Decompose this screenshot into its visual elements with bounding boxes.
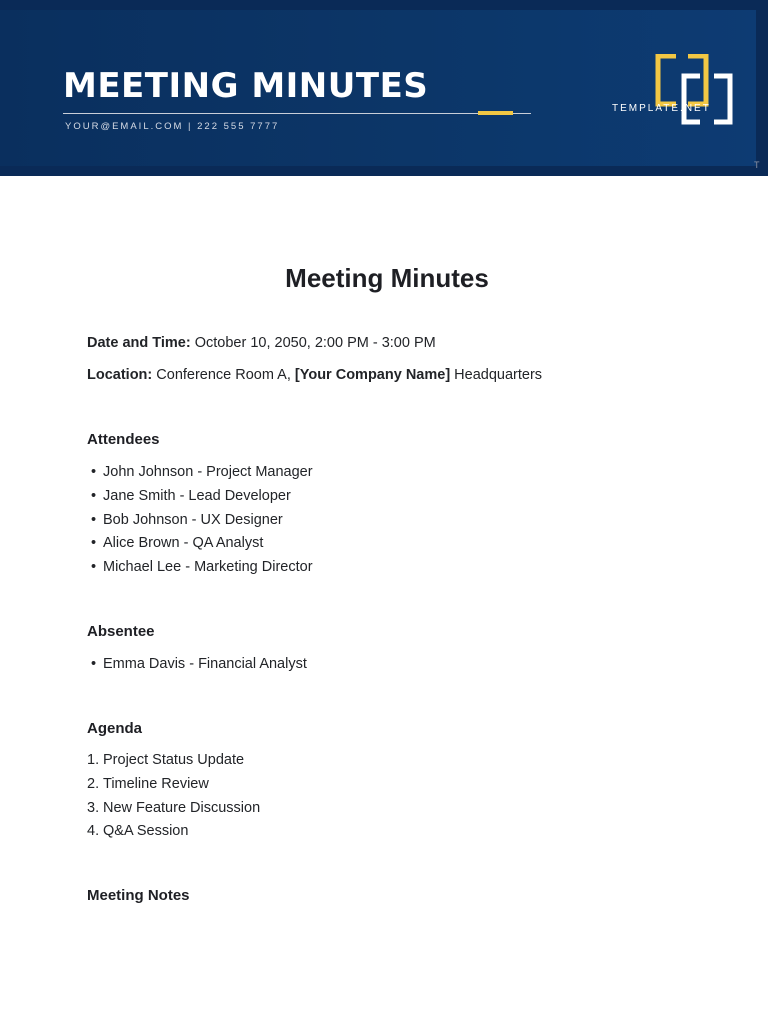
bullet-icon: • <box>91 487 97 504</box>
agenda-list <box>87 749 260 844</box>
bullet-icon: • <box>91 535 97 552</box>
logo-text: TEMPLATE.NET <box>612 103 711 114</box>
location-suffix: Headquarters <box>450 367 543 383</box>
bullet-icon: • <box>91 464 97 480</box>
attendee-name: Michael Lee - Marketing Director <box>103 559 313 576</box>
template-logo-icon <box>654 54 734 126</box>
corner-mark: T <box>754 160 760 170</box>
list-item <box>87 485 313 509</box>
attendee-name: Jane Smith - Lead Developer <box>103 487 291 504</box>
location-label: Location: <box>87 367 153 383</box>
agenda-heading: Agenda <box>87 720 143 737</box>
absentee-name: Emma Davis - Financial Analyst <box>103 656 307 672</box>
header-divider <box>63 113 531 114</box>
date-time-value: October 10, 2050, 2:00 PM - 3:00 PM <box>190 335 436 351</box>
location-value: Conference Room A, <box>152 367 295 383</box>
date-time-label: Date and Time: <box>87 335 191 351</box>
agenda-item: Timeline Review <box>103 775 209 792</box>
list-item <box>87 797 260 821</box>
absentee-heading: Absentee <box>87 623 155 640</box>
bullet-icon: • <box>91 559 97 576</box>
meeting-notes-heading: Meeting Notes <box>87 887 190 904</box>
list-item <box>87 556 313 580</box>
company-name-placeholder: [Your Company Name] <box>294 367 451 383</box>
list-item <box>87 461 313 485</box>
absentee-list <box>87 653 307 677</box>
header-title: MEETING MINUTES <box>63 66 429 106</box>
list-item <box>87 653 307 677</box>
attendees-list <box>87 461 313 580</box>
attendees-heading: Attendees <box>87 431 160 448</box>
list-item <box>87 820 260 844</box>
list-number: 1. <box>87 752 100 768</box>
list-number: 3. <box>87 799 100 816</box>
list-item <box>87 509 313 533</box>
agenda-item: New Feature Discussion <box>103 799 261 816</box>
list-number: 2. <box>87 775 100 792</box>
header-divider-accent <box>478 111 513 115</box>
list-item <box>87 749 260 773</box>
attendee-name: Bob Johnson - UX Designer <box>103 511 283 528</box>
header-contact: YOUR@EMAIL.COM | 222 555 7777 <box>65 121 280 132</box>
attendee-name: Alice Brown - QA Analyst <box>103 535 264 552</box>
header-banner <box>0 0 768 176</box>
date-time-line <box>87 335 436 351</box>
list-number: 4. <box>87 823 100 840</box>
agenda-item: Q&A Session <box>103 823 189 840</box>
location-line <box>87 367 542 383</box>
bullet-icon: • <box>91 656 97 672</box>
agenda-item: Project Status Update <box>103 752 245 768</box>
document-title: Meeting Minutes <box>285 263 489 293</box>
list-item <box>87 773 260 797</box>
list-item <box>87 532 313 556</box>
attendee-name: John Johnson - Project Manager <box>103 464 313 480</box>
bullet-icon: • <box>91 511 97 528</box>
